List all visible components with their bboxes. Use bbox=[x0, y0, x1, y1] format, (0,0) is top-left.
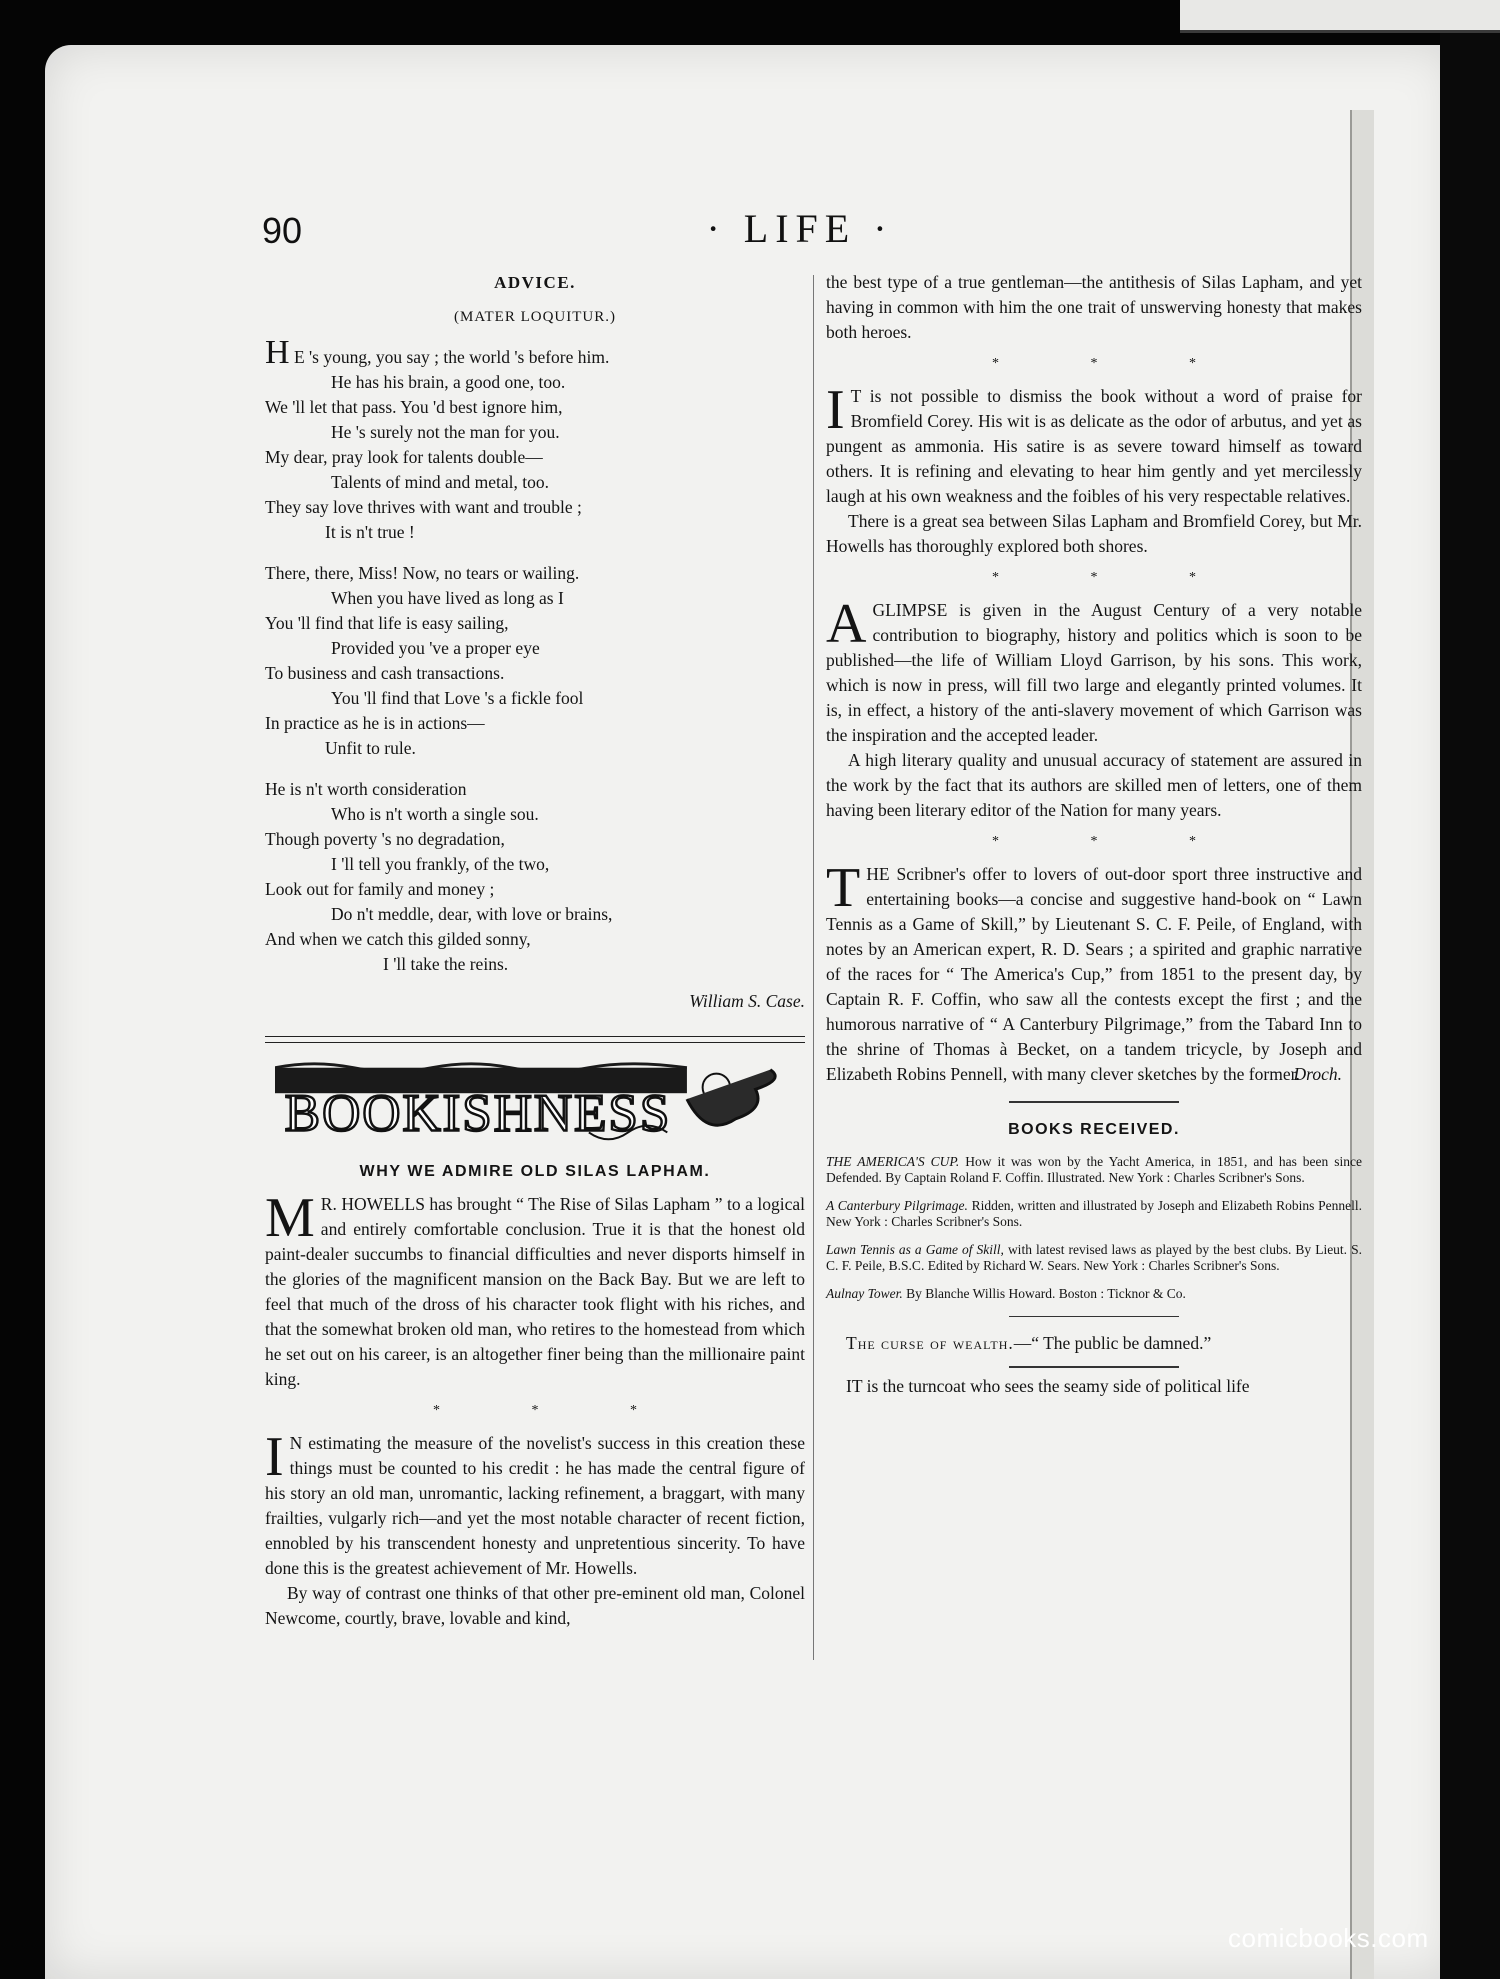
article-paragraph bbox=[265, 1187, 805, 1392]
drop-cap: I bbox=[265, 1426, 284, 1488]
poem-line: You 'll find that life is easy sailing, bbox=[265, 613, 509, 633]
book-title: Lawn Tennis as a Game of Skill, bbox=[826, 1241, 1004, 1257]
poem-title: ADVICE. bbox=[494, 273, 576, 292]
section-divider bbox=[265, 1036, 805, 1043]
short-divider bbox=[1009, 1366, 1179, 1368]
book-entry bbox=[826, 1242, 1362, 1274]
left-column bbox=[265, 270, 805, 1631]
article-paragraph bbox=[826, 857, 1362, 1087]
poem-subtitle: (MATER LOQUITUR.) bbox=[454, 309, 616, 325]
poem-line: To business and cash transactions. bbox=[265, 663, 505, 683]
poem-line: H E 's young, you say ; the world 's before him. bbox=[265, 334, 610, 371]
short-divider bbox=[1009, 1316, 1179, 1318]
drop-cap: M bbox=[265, 1187, 315, 1249]
article-paragraph: the best type of a true gentleman—the antithesis of Silas Lapham, and yet having in common with him the one trait of unswerving honesty that makes both heroes. bbox=[826, 272, 1362, 342]
torn-top-edge bbox=[1180, 0, 1500, 33]
article-paragraph: There is a great sea between Silas Lapham and Bromfield Corey, but Mr. Howells has thoroughly explored both shores. bbox=[826, 511, 1362, 556]
drop-cap: A bbox=[826, 593, 867, 655]
poem-line: You 'll find that Love 's a fickle fool bbox=[331, 688, 584, 708]
drop-cap: I bbox=[826, 379, 845, 441]
book-title: THE AMERICA'S CUP. bbox=[826, 1153, 960, 1169]
paragraph-text: T is not possible to dismiss the book without a word of praise for Bromfield Corey. His wit is as delicate as the odor of arbutus, and yet as pungent as ammonia. His satire is as severe toward himself as toward others. It is refining and elevating to hear him gently and yet mercilessly laugh at his own weakness and the foibles of his very respectable relatives. bbox=[826, 386, 1362, 506]
poem-line: In practice as he is in actions— bbox=[265, 713, 485, 733]
poem-line: Talents of mind and metal, too. bbox=[331, 472, 549, 492]
article-heading: WHY WE ADMIRE OLD SILAS LAPHAM. bbox=[359, 1163, 711, 1180]
article-paragraph: By way of contrast one thinks of that other pre-eminent old man, Colonel Newcome, courtly, brave, lovable and kind, bbox=[265, 1583, 805, 1628]
article-paragraph bbox=[826, 379, 1362, 509]
article-paragraph: A high literary quality and unusual accuracy of statement are assured in the work by the fact that its authors are skilled men of letters, one of them having been literary editor of the Nation for many years. bbox=[826, 750, 1362, 820]
poem-signature: William S. Case. bbox=[689, 991, 805, 1011]
paragraph-text: R. HOWELLS has brought “ The Rise of Silas Lapham ” to a logical and entirely comfortable conclusion. True it is that the honest old paint-dealer succumbs to financial difficulties and never disports himself in the glories of the magnificent mansion on the Back Bay. But we are left to feel that much of the dross of his character took flight with his riches, and that the somewhat broken old man, who retires to the homestead from which he set out on his career, is an altogether finer being than the millionaire paint king. bbox=[265, 1194, 805, 1389]
poem-line: It is n't true ! bbox=[325, 522, 415, 542]
book-entry bbox=[826, 1286, 1362, 1302]
paragraph-text: N estimating the measure of the novelist's success in this creation these things must be counted to his credit : he has made the central figure of his story an old man, unromantic, lacking refinement, a braggart, with many frailties, vulgarly rich—and yet the most notable character of recent fiction, ennobled by his transcendent honesty and unpretentious sincerity. To have done this is the greatest achievement of Mr. Howells. bbox=[265, 1433, 805, 1578]
poem-line: When you have lived as long as I bbox=[331, 588, 564, 608]
poem-line: Though poverty 's no degradation, bbox=[265, 829, 505, 849]
book-details: By Blanche Willis Howard. Boston : Ticknor & Co. bbox=[906, 1285, 1186, 1301]
stanza-3 bbox=[265, 777, 805, 977]
watermark: comicbooks.com bbox=[1228, 1923, 1429, 1953]
poem-line: They say love thrives with want and trouble ; bbox=[265, 497, 582, 517]
books-received-title: BOOKS RECEIVED. bbox=[1008, 1120, 1180, 1138]
curse-label: The curse of wealth. bbox=[846, 1333, 1014, 1353]
drop-cap: T bbox=[826, 857, 861, 919]
poem-line: There, there, Miss! Now, no tears or wailing. bbox=[265, 563, 580, 583]
poem-line: He 's surely not the man for you. bbox=[331, 422, 560, 442]
poem-line: He has his brain, a good one, too. bbox=[331, 372, 566, 392]
paragraph-text: GLIMPSE is given in the August Century of a very notable contribution to biography, history and politics which is soon to be published—the life of William Lloyd Garrison, by his sons. This work, which is now in press, will fill two large and elegantly printed volumes. It is, in effect, a history of the anti-slavery movement of which Garrison was the inspiration and the accepted leader. bbox=[826, 600, 1362, 745]
book-entry bbox=[826, 1198, 1362, 1230]
section-stars: * * * bbox=[992, 570, 1240, 585]
poem-line: I 'll take the reins. bbox=[383, 954, 509, 974]
book-details: Ridden, written and illustrated by Joseph and Elizabeth Robins Pennell. New York : Charles Scribner's Sons. bbox=[826, 1197, 1363, 1229]
article-paragraph bbox=[826, 593, 1362, 748]
book-title: A Canterbury Pilgrimage. bbox=[826, 1197, 968, 1213]
poem-line: Do n't meddle, dear, with love or brains, bbox=[331, 904, 613, 924]
poem-line: He is n't worth consideration bbox=[265, 779, 467, 799]
right-column bbox=[826, 270, 1362, 1399]
page-number: 90 bbox=[262, 210, 303, 251]
masthead-life: · LIFE · bbox=[706, 206, 894, 251]
poem-line: Provided you 've a proper eye bbox=[331, 638, 540, 658]
scan-border bbox=[1440, 0, 1500, 1979]
book-entry bbox=[826, 1154, 1362, 1186]
stanza-1 bbox=[265, 334, 805, 545]
poem-line: Look out for family and money ; bbox=[265, 879, 495, 899]
turncoat-line: IT is the turncoat who sees the seamy side of political life bbox=[846, 1375, 1250, 1396]
article-paragraph bbox=[265, 1426, 805, 1581]
short-divider bbox=[1009, 1101, 1179, 1103]
book-title: Aulnay Tower. bbox=[826, 1285, 903, 1301]
book-details: How it was won by the Yacht America, in 1851, and has been since Defended. By Captain Roland F. Coffin. Illustrated. New York : Charles Scribner's Sons. bbox=[826, 1153, 1363, 1185]
section-stars: * * * bbox=[992, 356, 1240, 371]
banner-lettering: BOOKISHNESS bbox=[284, 1084, 672, 1143]
poem-line: My dear, pray look for talents double— bbox=[265, 447, 543, 467]
poem-body bbox=[265, 334, 805, 1014]
paragraph-text: HE Scribner's offer to lovers of out-door sport three instructive and entertaining books—a concise and suggestive hand-book on “ Lawn Tennis as a Game of Skill,” by Lieutenant S. C. F. Peile, of England, with notes by an American expert, R. D. Sears ; a spirited and graphic narrative of the races for “ The America's Cup,” from 1851 to the present day, by Captain R. F. Coffin, who saw all the contests except the first ; and the humorous narrative of “ A Canterbury Pilgrimage,” from the Tabard Inn to the shrine of Thomas à Becket, on a tandem tricycle, by Joseph and Elizabeth Robins Pennell, with many clever sketches by the former. bbox=[826, 864, 1362, 1084]
column-divider bbox=[813, 275, 814, 1660]
section-stars: * * * bbox=[992, 834, 1240, 849]
poem-line: We 'll let that pass. You 'd best ignore him, bbox=[265, 397, 563, 417]
poem-line: I 'll tell you frankly, of the two, bbox=[331, 854, 550, 874]
curse-of-wealth bbox=[846, 1331, 1362, 1356]
curse-quote: —“ The public be damned.” bbox=[1013, 1333, 1212, 1353]
poem-line: Unfit to rule. bbox=[325, 738, 416, 758]
section-stars: * * * bbox=[433, 1403, 681, 1418]
article-signature: Droch. bbox=[1293, 1064, 1342, 1084]
bookishness-banner bbox=[275, 1059, 785, 1149]
stanza-2 bbox=[265, 561, 805, 761]
bookishness-banner-art bbox=[275, 1059, 785, 1149]
poem-line: And when we catch this gilded sonny, bbox=[265, 929, 531, 949]
book-details: with latest revised laws as played by the best clubs. By Lieut. S. C. F. Peile, B.S.C. Edited by Richard W. Sears. New York : Charles Scribner's Sons. bbox=[826, 1241, 1362, 1273]
poem-line: Who is n't worth a single sou. bbox=[331, 804, 539, 824]
